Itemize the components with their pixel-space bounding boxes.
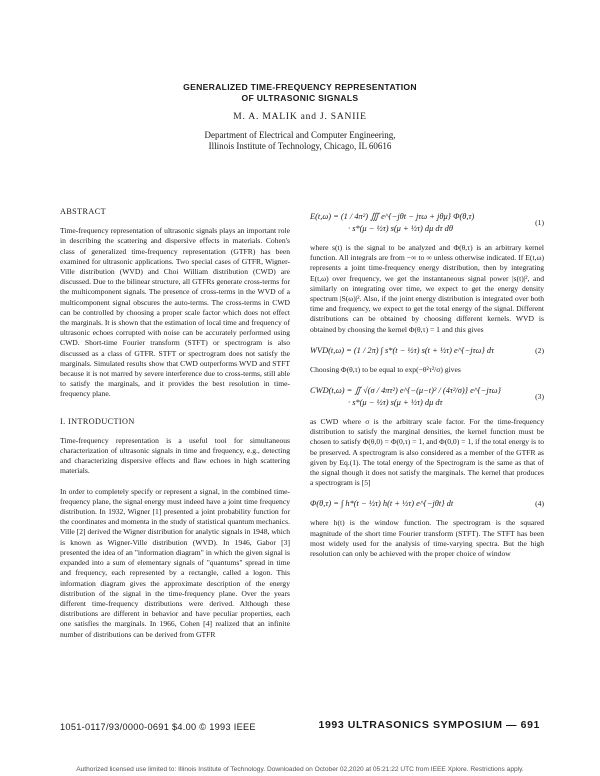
equation-1-number: (1) [535, 218, 544, 227]
abstract-text: Time-frequency representation of ultrasonic signals plays an important role in describing the scattering and dispersive effects in materials. Cohen's class of generalized time-frequency representation (GTFR) has been examined for ultrasonic applications. Two special cases of GTFR, Wigner-Ville distribution (WVD) and Choi William distribution (CWD) are discussed. Due to the bilinear structure, all GTFRs generate cross-terms for the multicomponent signals. The presence of cross-terms in the WVD of a multicomponent signal obscures the auto-terms. The cross-terms in CWD can be controlled by choosing a proper scale factor which does not effect the marginals. It is shown that the estimation of local time and frequency of ultrasonic echoes corrupted with noise can be accurately performed using CWD. Short-time Fourier transform (STFT) or spectrogram is also discussed as a class of GTFR. STFT or spectrogram does not satisfy the marginals. Simulated results show that CWD outperforms WVD and STFT because it is not marred by severe interference due to cross-terms, still able to satisfy the marginals, and it provides the best resolution in time-frequency plane. [60, 226, 290, 399]
introduction-heading: I. INTRODUCTION [60, 416, 135, 426]
equation-4-text: Φ(θ,τ) = ∫ h*(t − ½τ) h(t + ½τ) e^{−jθt} dt [310, 499, 454, 509]
abstract-heading: ABSTRACT [60, 207, 106, 216]
equation-3-line-1: CWD(t,ω) = ∬ √(σ / 4πτ²) e^{−(μ−t)² / (4τ²/σ)} e^{−jτω} [310, 386, 501, 396]
equation-1-line-1: E(t,ω) = (1 / 4π²) ∭ e^{−jθt − jτω + jθμ} Φ(θ,τ) [310, 212, 475, 221]
introduction-paragraph-1: Time-frequency representation is a useful tool for simultaneous characterization of ultrasonic signals in time and frequency, e.g., detecting and characterizing dispersive effects and flaw echoes in high scattering materials. [60, 435, 290, 476]
affiliation-department: Department of Electrical and Computer Engineering, [204, 130, 396, 140]
left-column [60, 207, 290, 650]
right-column [310, 207, 544, 569]
kernel-paragraph: where s(t) is the signal to be analyzed and Φ(θ,τ) is an arbitrary kernel function. All integrals are from −∞ to ∞ unless otherwise indicated. If E(t,ω) represents a joint time-frequency energy distribution, then by integrating E(t,ω) over frequency, we get the instantaneous signal power |s(t)|², and similarly on integrating over time, we expect to get the energy density spectrum |S(ω)|². Also, if the joint energy distribution is integrated over both time and frequency, we expect to get the total energy of the signal. Different distributions can be obtained by choosing different kernels. WVD is obtained by choosing the kernel Φ(θ,τ) = 1 and this gives [310, 243, 544, 334]
symposium-footer: 1993 ULTRASONICS SYMPOSIUM — 691 [318, 719, 540, 731]
equation-1-line-2: · s*(μ − ½τ) s(μ + ½τ) dμ dτ dθ [348, 224, 453, 233]
copyright-footer: 1051-0117/93/0000-0691 $4.00 © 1993 IEEE [60, 722, 256, 732]
paper-title-line-2: OF ULTRASONIC SIGNALS [241, 93, 359, 103]
marginals-paragraph: as CWD where σ is the arbitrary scale factor. For the time-frequency distribution to satisfy the marginal densities, the kernel function must be chosen to satisfy Φ(θ,0) = Φ(0,τ) = 1, and Φ(0,0) = 1, if the total energy is to be preserved. A spectrogram is also considered as a member of the GTFR as given by Eq.(1). The total energy of the Spectrogram is the same as that of the signal though it does not satisfy the marginals. The kernel that produces a spectrogram is [5] [310, 417, 544, 488]
affiliation-institute: Illinois Institute of Technology, Chicago, IL 60616 [208, 141, 392, 151]
equation-3-number: (3) [535, 392, 544, 402]
equation-2-number: (2) [535, 345, 544, 355]
equation-2 [310, 345, 544, 357]
equation-2-text: WVD(t,ω) = (1 / 2π) ∫ s*(t − ½τ) s(t + ½τ) e^{−jτω} dτ [310, 345, 495, 355]
introduction-paragraph-2: In order to completely specify or represent a signal, in the combined time-frequency plane, the signal energy must indeed have a joint time frequency distribution. In 1932, Wigner [1] presented a joint probability function for the coordinates and momenta in the study of statistical quantum mechanics. Ville [2] derived the Wigner distribution for analytic signals in 1948, which is known as Wigner-Ville distribution (WVD). In 1946, Gabor [3] presented the idea of an "information diagram" in which the given signal is expanded into a sum of elementary signals of "quantums" spread in time and frequency, each represented by a rectangle, called a logon. This information diagram gives the approximate description of the energy distribution of the signal in the time-frequency plane. Over the years different time-frequency distributions were derived. Although these distributions are different in behavior and have peculiar properties, each one satisfies the marginals. In 1966, Cohen [4] realized that an infinite number of distributions can be derived from GTFR [60, 486, 290, 639]
equation-4 [310, 498, 544, 510]
paper-title-line-1: GENERALIZED TIME-FREQUENCY REPRESENTATION [183, 82, 417, 92]
window-paragraph: where h(t) is the window function. The spectrogram is the squared magnitude of the short time Fourier transform (STFT). The STFT has been most widely used for the analysis of time-varying spectra. But the high resolution can only be achieved with the proper choice of window [310, 518, 544, 559]
equation-3-line-2: · s*(μ − ½τ) s(μ + ½τ) dμ dτ [348, 398, 443, 408]
license-notice: Authorized licensed use limited to: Illinois Institute of Technology. Downloaded on October 02,2020 at 05:21:22 UTC from IEEE Xplore. Restrictions apply. [76, 766, 524, 773]
equation-4-number: (4) [535, 499, 544, 509]
cwd-kernel-sentence: Choosing Φ(θ,τ) to be equal to exp(−θ²τ²/σ) gives [310, 364, 461, 374]
equation-1 [310, 211, 544, 235]
paper-header [0, 82, 600, 152]
paper-authors: M. A. MALIK and J. SANIIE [233, 112, 367, 122]
equation-3 [310, 385, 544, 409]
